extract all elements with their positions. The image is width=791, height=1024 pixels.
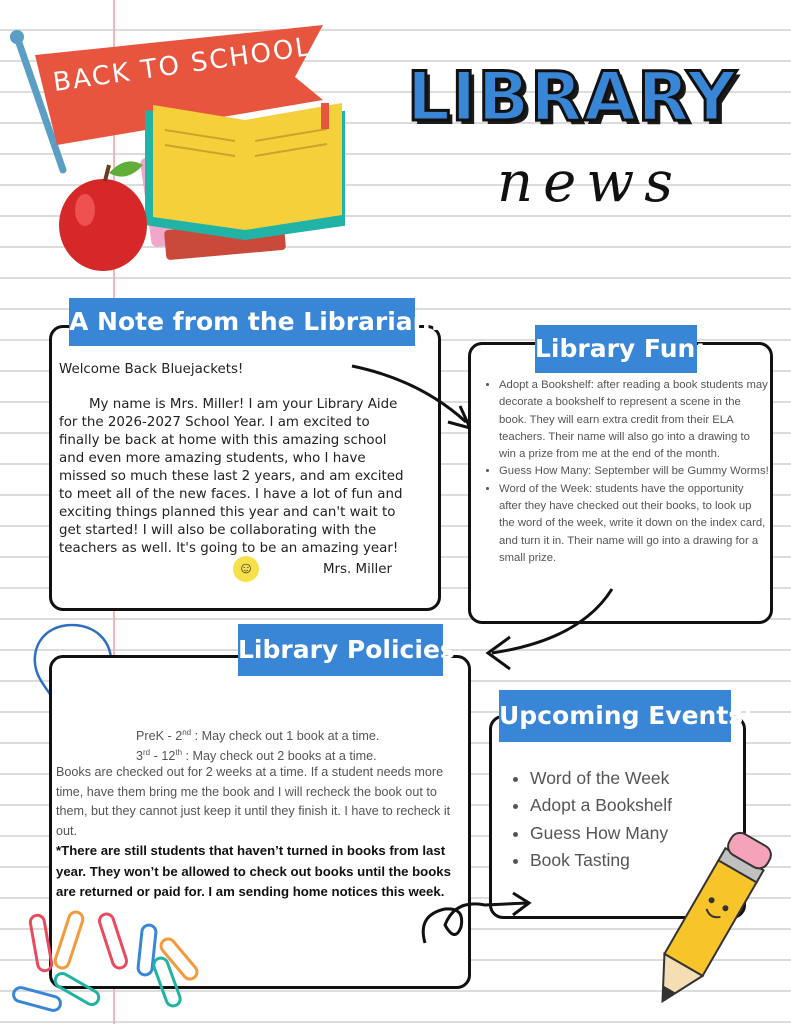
policy-notice: *There are still students that haven’t turned in books from last year. They won’t be allowed to check out books until the books are returned or paid for. I am sending home notices this week. — [56, 843, 451, 899]
list-item: • Guess How Many: September will be Gummy Worms! — [499, 463, 769, 480]
pencil-icon — [640, 822, 780, 1017]
note-greeting: Welcome Back Bluejackets! — [59, 362, 244, 377]
list-item: • Book Tasting — [530, 847, 672, 874]
arrow-icon — [415, 885, 540, 955]
upcoming-events-heading: Upcoming Events: — [499, 690, 731, 742]
library-fun-heading: Library Fun: — [535, 325, 697, 373]
paperclips-icon — [10, 905, 215, 1015]
smiley-icon: ☺ — [233, 556, 259, 582]
list-item: • Word of the Week — [530, 765, 672, 792]
fun-list — [477, 377, 769, 567]
pennant-text: BACK TO SCHOOL — [51, 31, 314, 99]
policy-line-prek: PreK - 2nd : May check out 1 book at a time. — [136, 728, 380, 744]
list-item: • Guess How Many — [530, 820, 672, 847]
library-fun-box — [468, 342, 773, 624]
open-book-icon — [145, 103, 345, 240]
librarian-note-heading: A Note from the Librarian: — [69, 298, 415, 346]
list-item: • Word of the Week: students have the opportunity after they have checked out their books, to look up the word of the week, write it down on the index card, and turn it in. Their name will go into a drawing for a small prize. — [499, 481, 769, 567]
list-item: • Adopt a Bookshelf — [530, 792, 672, 819]
page-title: LIBRARY — [406, 58, 738, 137]
arrow-icon — [350, 360, 480, 440]
policy-body: Books are checked out for 2 weeks at a time. If a student needs more time, have them bring me the book and I will recheck the book out to them, but they cannot just keep it until they finish it. I have to recheck it out. — [56, 765, 451, 838]
note-body: My name is Mrs. Miller! I am your Library Aide for the 2026-2027 School Year. I am excited to finally be back at home with this amazing school and even more amazing students, who I have missed so much these last 2 years, and am excited to meet all of the new faces. I have a lot of fun and exciting things planned this year and can't wait to get started! I will also be collaborating with the teachers as well. It's going to be an amazing year! — [59, 397, 404, 556]
library-policies-heading: Library Policies — [238, 624, 443, 676]
note-signature: Mrs. Miller — [323, 562, 393, 577]
page-subtitle: news — [497, 150, 683, 215]
list-item: • Adopt a Bookshelf: after reading a book students may decorate a bookshelf to represent a scene in the book. They will earn extra credit from their ELA teachers. Their name will also go into a drawing to win a prize from me at the end of the month. — [499, 377, 769, 463]
policy-line-grades: 3rd - 12th : May check out 2 books at a time. — [136, 748, 377, 764]
arrow-icon — [480, 585, 620, 675]
apple-icon — [59, 161, 147, 271]
